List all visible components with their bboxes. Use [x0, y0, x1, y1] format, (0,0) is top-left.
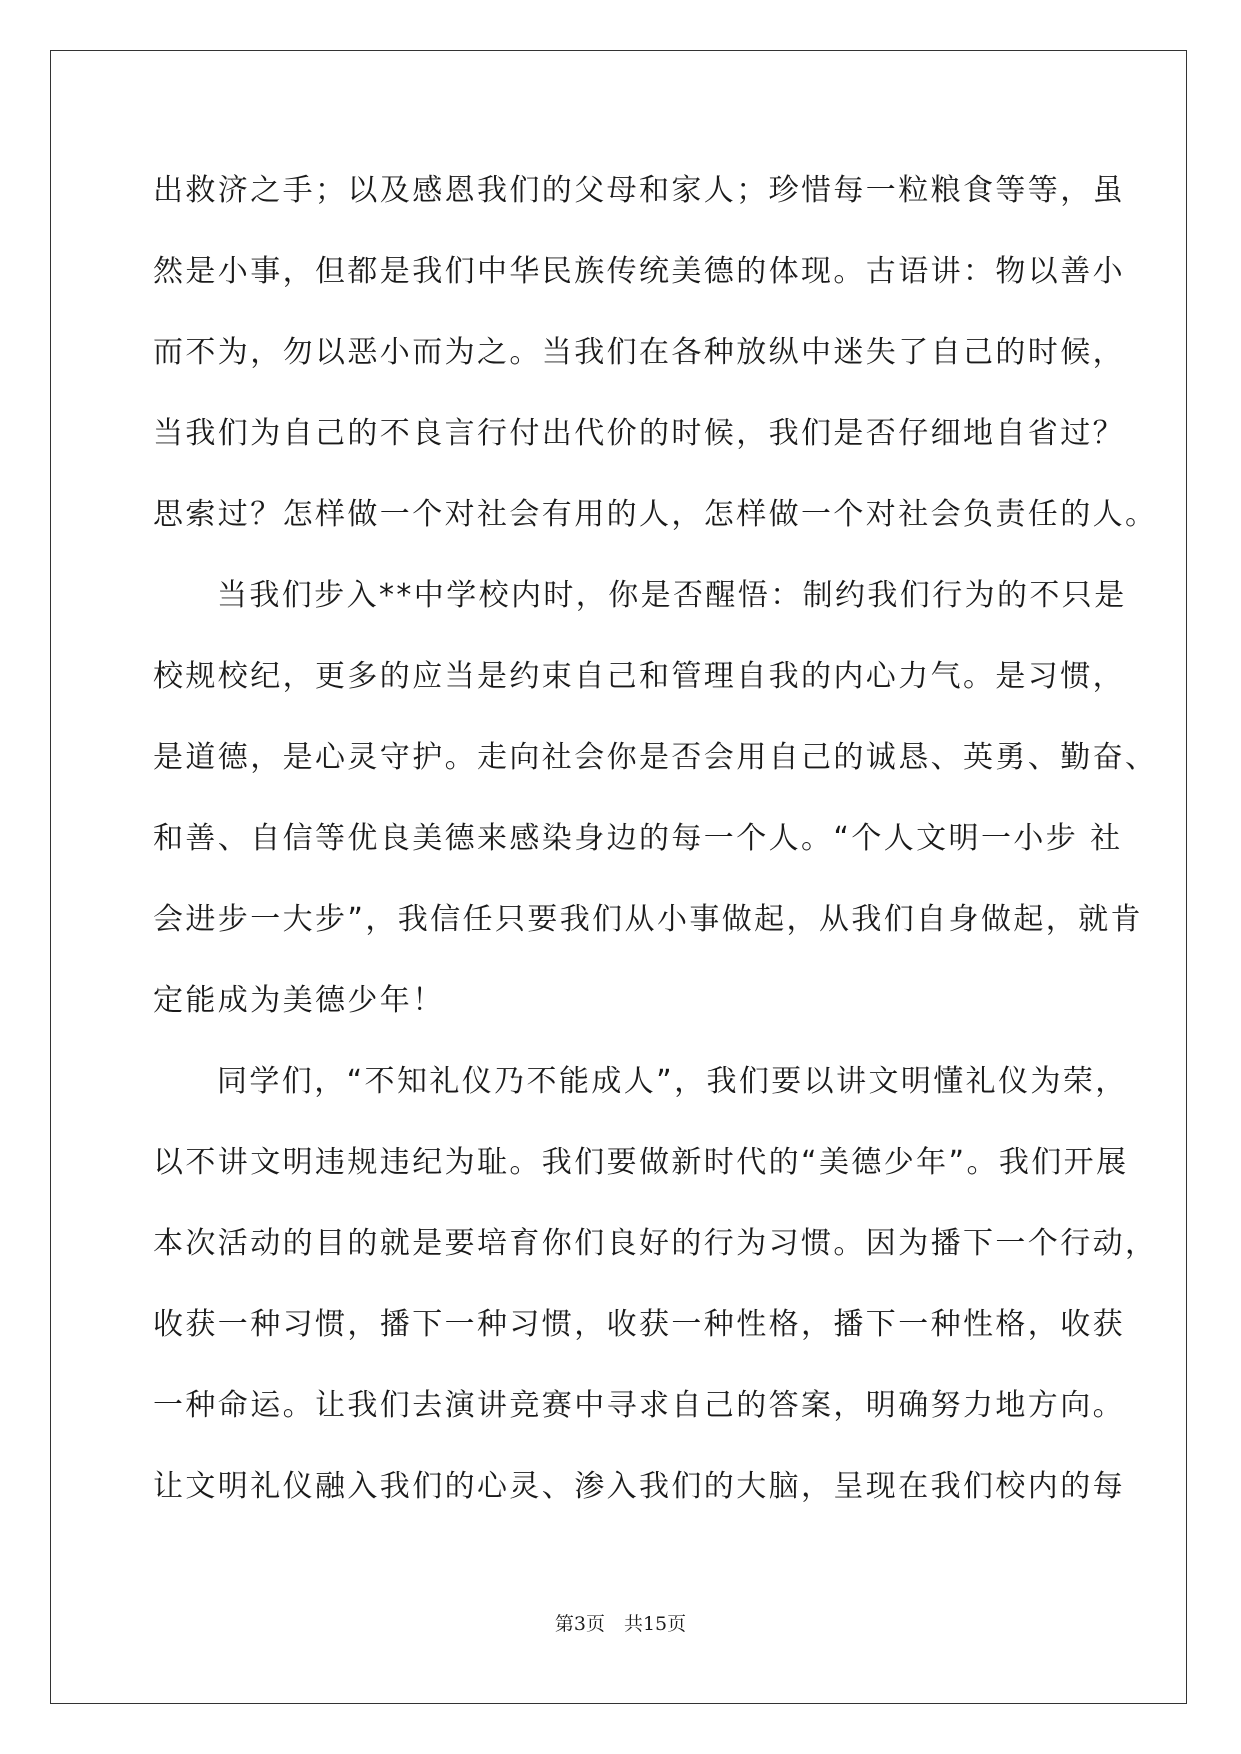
page-border — [50, 50, 1187, 1704]
page-number-footer: 第3页 共15页 — [554, 1613, 687, 1635]
text-line: 是道德，是心灵守护。走向社会你是否会用自己的诚恳、英勇、勤奋、 — [153, 740, 1158, 775]
text-line: 然是小事，但都是我们中华民族传统美德的体现。古语讲：物以善小 — [153, 254, 1125, 289]
text-line: 会进步一大步”，我信任只要我们从小事做起，从我们自身做起，就肯 — [153, 902, 1143, 937]
paragraph-first-line: 同学们，“不知礼仪乃不能成人”，我们要以讲文明懂礼仪为荣， — [217, 1064, 1128, 1099]
text-line: 收获一种习惯，播下一种习惯，收获一种性格，播下一种性格，收获 — [153, 1307, 1125, 1342]
text-line: 以不讲文明违规违纪为耻。我们要做新时代的“美德少年”。我们开展 — [153, 1145, 1129, 1180]
text-line: 思索过？怎样做一个对社会有用的人，怎样做一个对社会负责任的人。 — [153, 497, 1158, 532]
text-line: 让文明礼仪融入我们的心灵、渗入我们的大脑，呈现在我们校内的每 — [153, 1469, 1125, 1504]
text-line: 本次活动的目的就是要培育你们良好的行为习惯。因为播下一个行动， — [153, 1226, 1158, 1261]
text-line: 和善、自信等优良美德来感染身边的每一个人。“个人文明一小步 社 — [153, 821, 1123, 856]
text-line: 出救济之手；以及感恩我们的父母和家人；珍惜每一粒粮食等等，虽 — [153, 173, 1125, 208]
text-line: 当我们为自己的不良言行付出代价的时候，我们是否仔细地自省过？ — [153, 416, 1125, 451]
text-line: 一种命运。让我们去演讲竞赛中寻求自己的答案，明确努力地方向。 — [153, 1388, 1125, 1423]
text-line: 校规校纪，更多的应当是约束自己和管理自我的内心力气。是习惯， — [153, 659, 1125, 694]
text-line: 而不为，勿以恶小而为之。当我们在各种放纵中迷失了自己的时候， — [153, 335, 1125, 370]
paragraph-first-line: 当我们步入**中学校内时，你是否醒悟：制约我们行为的不只是 — [217, 578, 1127, 613]
text-line: 定能成为美德少年！ — [153, 983, 445, 1018]
